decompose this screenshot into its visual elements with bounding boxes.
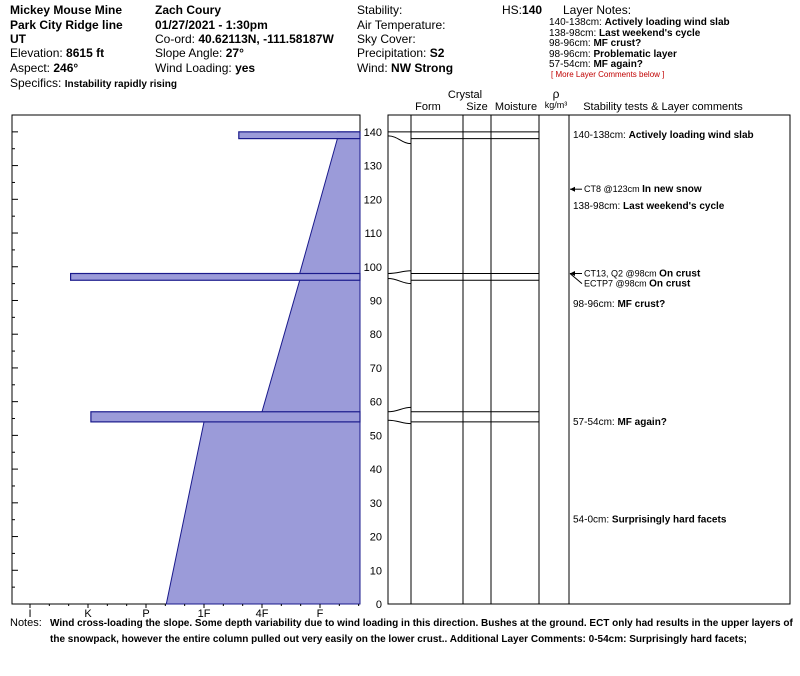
layer-comment-text: Actively loading wind slab xyxy=(628,130,754,142)
slope-angle: Slope Angle: 27° xyxy=(155,46,244,60)
crust-bar xyxy=(239,132,360,139)
crust-bar xyxy=(71,274,360,281)
layer-connector xyxy=(388,407,411,411)
layer-comment-range: 140-138cm: xyxy=(573,130,629,142)
stability-test-comment: On crust xyxy=(649,278,691,290)
layer-comment-range: 98-96cm: xyxy=(573,298,618,310)
depth-tick-label: 110 xyxy=(364,228,382,241)
column-header-size: Size xyxy=(466,101,488,113)
x-tick-label: 4F xyxy=(255,608,269,620)
depth-tick-label: 30 xyxy=(369,497,382,510)
layer-note-text: MF crust? xyxy=(593,38,642,49)
layer-comment xyxy=(573,417,667,428)
observer: Zach Coury xyxy=(155,3,222,17)
depth-tick-label: 70 xyxy=(369,362,382,375)
layer-comment-text: Surprisingly hard facets xyxy=(611,514,727,526)
depth-tick-label: 0 xyxy=(375,599,382,611)
column-header-form: Form xyxy=(415,101,441,113)
layer-comment-text: MF crust? xyxy=(617,298,666,310)
datetime: 01/27/2021 - 1:30pm xyxy=(155,18,268,32)
stability-test-result: ECTP7 @98cm xyxy=(584,278,650,289)
more-comments-note: [ More Layer Comments below ] xyxy=(551,70,665,79)
layer-note-range: 138-98cm: xyxy=(549,27,600,39)
depth-tick-label: 10 xyxy=(369,565,382,578)
wind-loading: Wind Loading: yes xyxy=(155,61,256,75)
depth-tick-label: 130 xyxy=(363,160,382,173)
depth-tick-label: 20 xyxy=(369,531,382,544)
stability-test xyxy=(584,279,691,290)
coordinates: Co-ord: 40.62113N, -111.58187W xyxy=(155,32,334,46)
depth-tick-label: 120 xyxy=(363,194,382,207)
layer-comment-text: Last weekend's cycle xyxy=(623,201,725,213)
depth-tick-label: 40 xyxy=(369,464,382,477)
depth-tick-label: 100 xyxy=(363,261,382,274)
layer-notes-title: Layer Notes: xyxy=(563,3,632,17)
crust-bar xyxy=(91,412,360,422)
column-header-comments: Stability tests & Layer comments xyxy=(583,101,743,113)
notes-line-2: the snowpack, however the entire column pulled out very easily on the lower crust.. Additional Layer Comments: 0-54cm: Surprisingly hard facets; xyxy=(50,634,748,645)
elevation: Elevation: 8615 ft xyxy=(10,46,105,60)
notes: Notes: xyxy=(10,617,42,629)
aspect: Aspect: 246° xyxy=(10,61,79,75)
layer-note-text: Last weekend's cycle xyxy=(599,27,701,39)
depth-tick-label: 90 xyxy=(369,295,382,308)
specifics: Specifics: Instability rapidly rising xyxy=(10,76,177,90)
layer-connector xyxy=(388,136,411,144)
stability-test-result: CT13, Q2 @98cm xyxy=(584,268,660,279)
wind: Wind: NW Strong xyxy=(357,61,454,75)
sky-cover: Sky Cover: xyxy=(357,32,416,46)
stability-test-arrow xyxy=(570,274,582,284)
location: Mickey Mouse Mine xyxy=(10,3,123,17)
column-header-crystal: Crystal xyxy=(447,89,483,101)
x-tick-label: 1F xyxy=(197,608,211,620)
layer-comment xyxy=(573,515,727,526)
x-tick-label: K xyxy=(84,608,92,620)
air-temperature: Air Temperature: xyxy=(357,18,446,32)
arrow-head xyxy=(570,187,575,192)
column-header-moisture: Moisture xyxy=(494,101,538,113)
stability-test-comment: In new snow xyxy=(642,184,702,196)
layer-note-text: MF again? xyxy=(593,59,643,70)
state: UT xyxy=(10,32,26,46)
zone: Park City Ridge line xyxy=(10,18,123,32)
snow-height: HS:140 xyxy=(502,3,543,17)
layer-comment-text: MF again? xyxy=(617,416,667,428)
x-tick-label: P xyxy=(142,608,150,620)
x-tick-label: F xyxy=(316,608,324,620)
stability: Stability: xyxy=(357,3,403,17)
x-tick-label: I xyxy=(28,608,32,620)
stability-test xyxy=(584,184,702,195)
notes-line-1: Wind cross-loading the slope. Some depth variability due to wind loading in this direction. Bushes at the ground. ECT only had results in the upper layers of xyxy=(50,618,793,629)
layer-comment-range: 57-54cm: xyxy=(573,416,618,428)
depth-tick-label: 50 xyxy=(369,430,382,443)
layer-note-range: 98-96cm: xyxy=(549,38,594,49)
layer-comment-range: 54-0cm: xyxy=(573,514,612,526)
layer-connector xyxy=(388,279,411,284)
layer-note-text: Problematic layer xyxy=(593,48,677,60)
stability-test-result: CT8 @123cm xyxy=(584,184,643,195)
stability-test-comment: On crust xyxy=(659,268,701,280)
layer-note-range: 140-138cm: xyxy=(549,17,605,28)
depth-tick-label: 80 xyxy=(369,329,382,342)
depth-tick-label: 60 xyxy=(369,396,382,409)
layer-comment xyxy=(573,130,754,141)
layer-connector xyxy=(388,420,411,423)
precipitation: Precipitation: S2 xyxy=(357,46,445,60)
layer-connector xyxy=(388,271,411,274)
layer-note-text: Actively loading wind slab xyxy=(604,17,730,28)
layer-comment-range: 138-98cm: xyxy=(573,201,624,213)
layer-note-range: 98-96cm: xyxy=(549,48,594,60)
column-header-rho: ρ xyxy=(552,87,560,101)
column-header-density: kg/m³ xyxy=(544,100,568,110)
layer-note-range: 57-54cm: xyxy=(549,59,594,70)
layer-comment xyxy=(573,299,665,310)
layer-comment xyxy=(573,201,725,212)
depth-tick-label: 140 xyxy=(363,126,382,139)
